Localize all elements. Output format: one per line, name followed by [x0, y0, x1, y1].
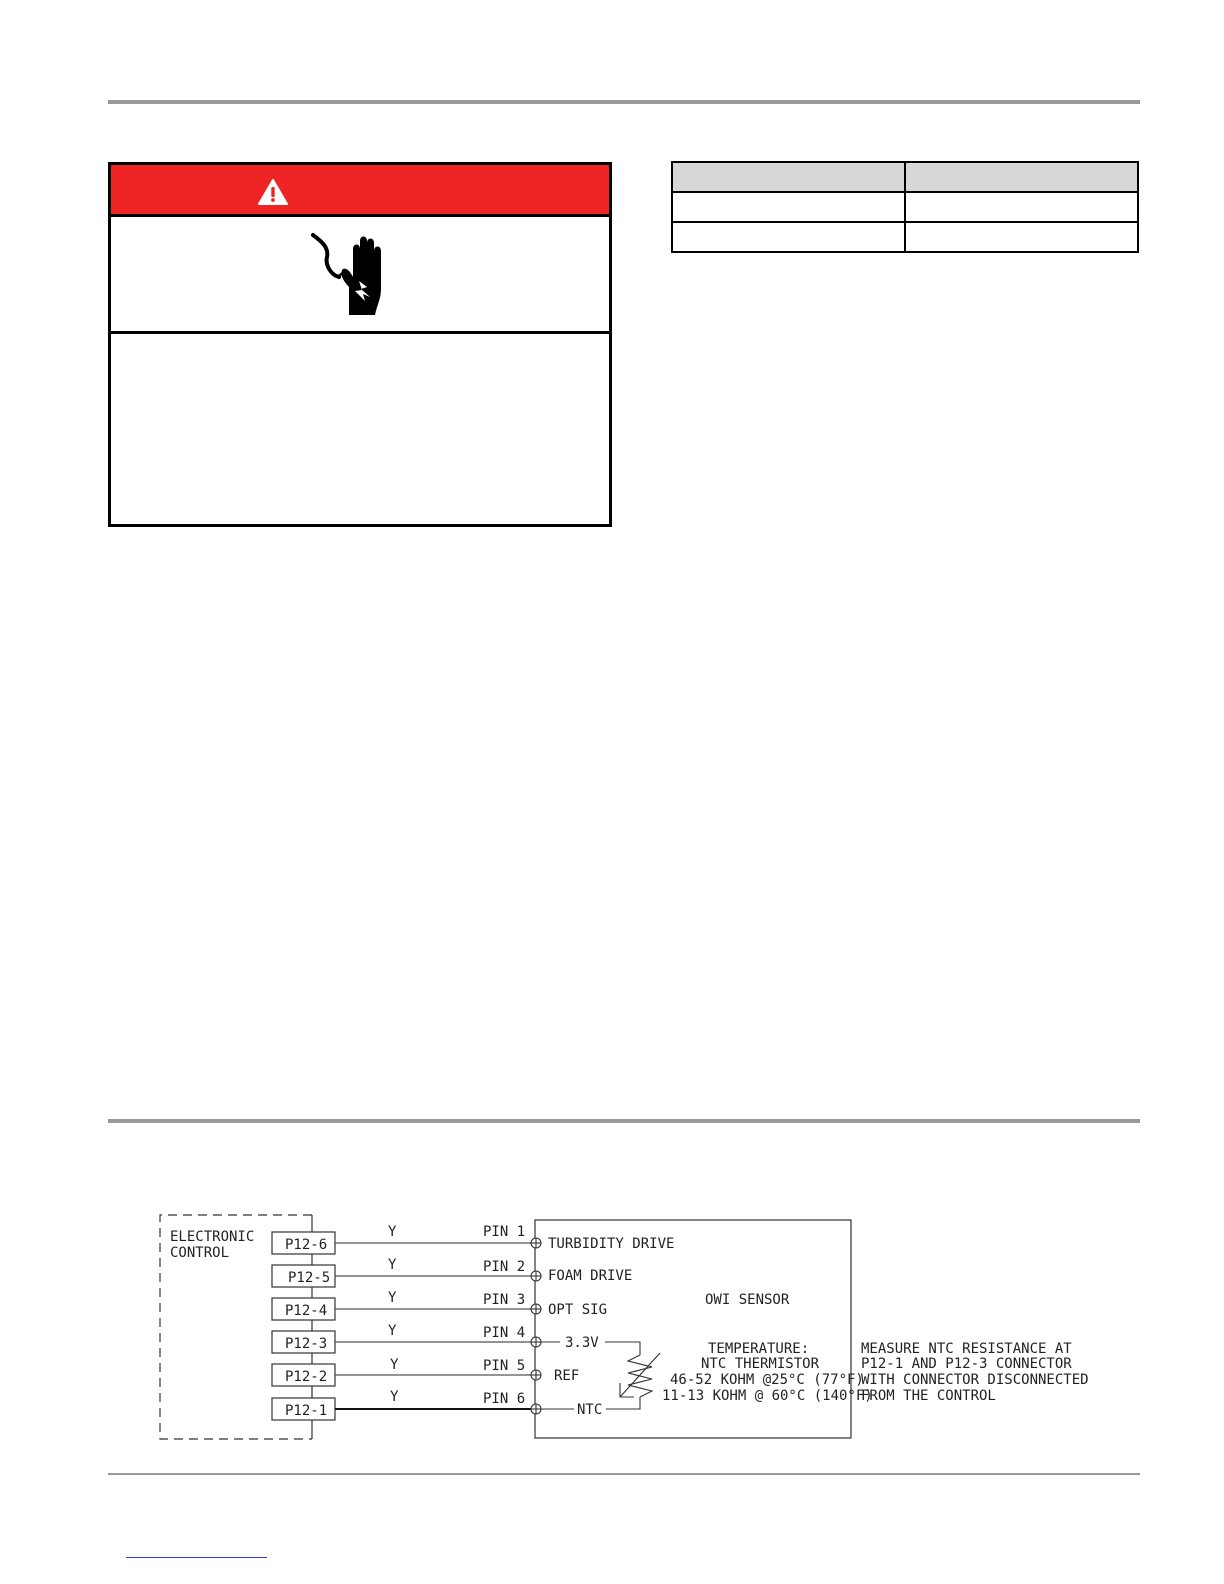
warning-text-area: [111, 334, 609, 524]
wire-color-label: Y: [388, 1257, 397, 1273]
footer-rule: [108, 1473, 1140, 1475]
warning-box: [108, 162, 612, 527]
signal-label: NTC: [577, 1402, 603, 1418]
measure-note-line1: MEASURE NTC RESISTANCE AT: [861, 1341, 1072, 1357]
pin-label: PIN 1: [483, 1224, 526, 1240]
connector-p12-2: [272, 1364, 335, 1386]
connector-p12-3: [272, 1331, 335, 1353]
wire-color-label: Y: [390, 1389, 399, 1405]
warning-triangle-icon: [257, 178, 289, 206]
signal-label: 3.3V: [565, 1335, 599, 1351]
spec-table: [671, 161, 1139, 253]
connector-label: P12-4: [285, 1303, 328, 1319]
connector-label: P12-5: [288, 1270, 331, 1286]
thermistor-symbol: [605, 1342, 660, 1409]
hazard-icon-row: [111, 217, 609, 334]
wire-color-label: Y: [388, 1290, 397, 1306]
table-header-row: [672, 162, 1138, 192]
connector-label: P12-1: [285, 1403, 328, 1419]
measure-note-line2: P12-1 AND P12-3 CONNECTOR: [861, 1356, 1072, 1372]
measure-note-line3: WITH CONNECTOR DISCONNECTED: [861, 1372, 1089, 1388]
sensor-name: OWI SENSOR: [705, 1292, 790, 1308]
footer-link-underline[interactable]: [126, 1557, 267, 1558]
pin-terminals: [531, 1238, 541, 1414]
connector-label: P12-2: [285, 1369, 328, 1385]
table-cell: [905, 192, 1138, 222]
table-cell: [905, 222, 1138, 252]
signal-label: FOAM DRIVE: [548, 1268, 633, 1284]
control-label-line2: CONTROL: [170, 1245, 230, 1261]
connector-p12-5: [272, 1265, 335, 1287]
measure-note-line4: FROM THE CONTROL: [861, 1388, 996, 1404]
pin-label: PIN 6: [483, 1391, 526, 1407]
wire-color-label: Y: [390, 1357, 399, 1373]
table-row: [672, 222, 1138, 252]
connector-label: P12-6: [285, 1237, 328, 1253]
header-rule: [108, 100, 1140, 104]
temperature-label: TEMPERATURE:: [708, 1341, 810, 1357]
thermistor-spec-line2: 11-13 KOHM @ 60°C (140°F): [662, 1388, 873, 1404]
table-header-cell: [672, 162, 905, 192]
pin-label: PIN 2: [483, 1259, 526, 1275]
signal-label: OPT SIG: [548, 1302, 608, 1318]
wiring-diagram: [150, 1205, 1110, 1450]
signal-label: TURBIDITY DRIVE: [548, 1236, 675, 1252]
electrical-shock-hand-icon: [307, 231, 397, 317]
warning-banner: [111, 165, 609, 217]
table-row: [672, 192, 1138, 222]
section-rule: [108, 1119, 1140, 1123]
connector-p12-4: [272, 1298, 335, 1320]
wire-color-label: Y: [388, 1224, 397, 1240]
thermistor-spec-line1: 46-52 KOHM @25°C (77°F): [670, 1372, 864, 1388]
connector-p12-1: [272, 1398, 335, 1420]
connector-label: P12-3: [285, 1336, 328, 1352]
thermistor-label: NTC THERMISTOR: [701, 1356, 820, 1372]
control-label-line1: ELECTRONIC: [170, 1229, 255, 1245]
signal-label: REF: [554, 1368, 580, 1384]
wire-color-label: Y: [388, 1323, 397, 1339]
pin-label: PIN 5: [483, 1358, 526, 1374]
pin-label: PIN 4: [483, 1325, 526, 1341]
table-cell: [672, 222, 905, 252]
table-header-cell: [905, 162, 1138, 192]
connector-p12-6: [272, 1232, 335, 1254]
table-cell: [672, 192, 905, 222]
pin-label: PIN 3: [483, 1292, 526, 1308]
